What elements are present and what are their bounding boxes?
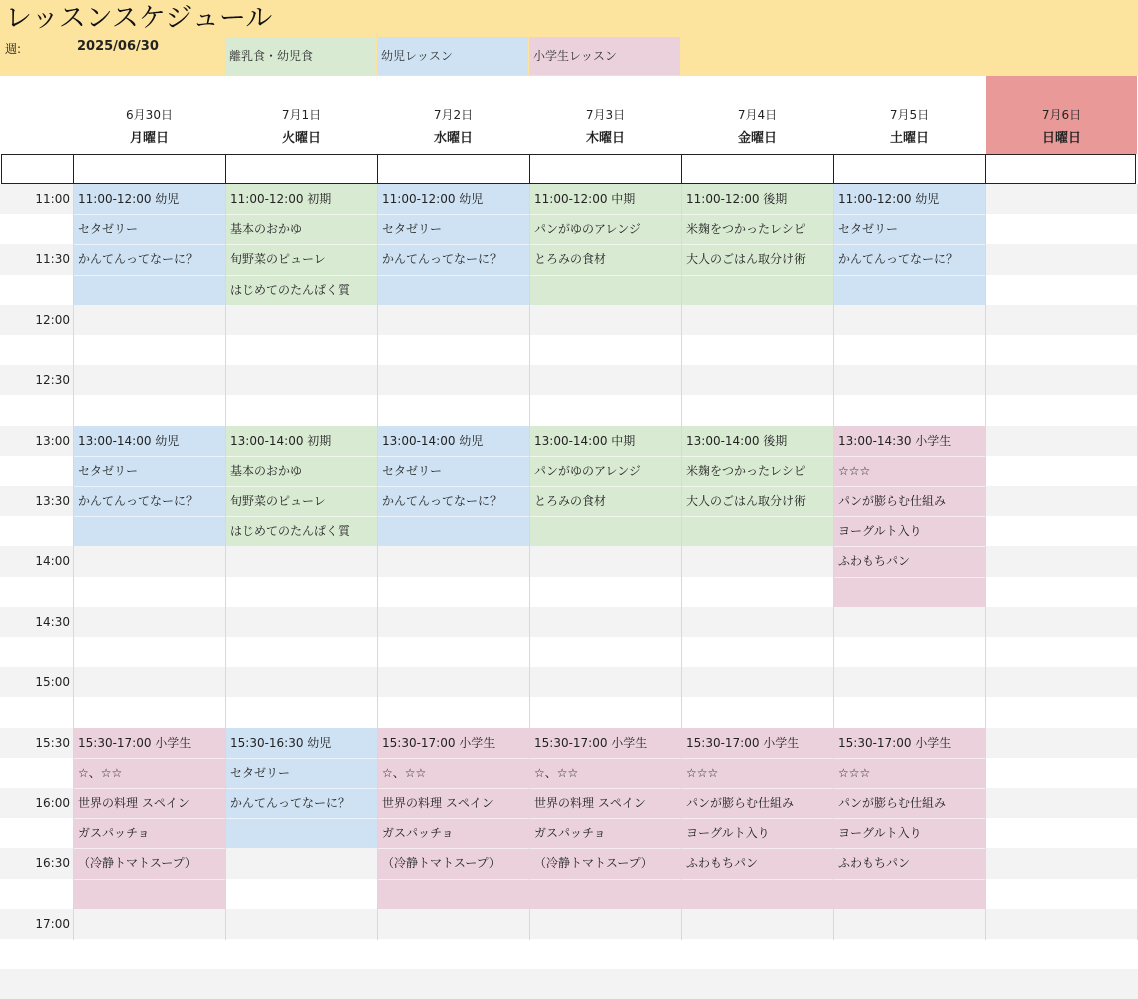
lesson-time: 13:00-14:00 後期 <box>686 433 788 448</box>
lesson-time: 11:00-12:00 後期 <box>686 192 788 206</box>
lesson-detail: ガスパッチョ <box>534 826 606 841</box>
day-weekday: 日曜日 <box>1041 131 1081 146</box>
lesson-time: 13:00-14:30 小学生 <box>838 433 952 448</box>
day-date: 7月5日 <box>889 108 930 122</box>
selection-cell-divider <box>985 154 986 184</box>
lesson-time: 15:30-16:30 幼児 <box>230 735 332 750</box>
cell-separator <box>682 275 833 276</box>
lesson-time: 15:30-17:00 小学生 <box>382 735 496 750</box>
selection-cell-divider <box>73 154 74 184</box>
day-date: 7月4日 <box>737 108 778 122</box>
time-band <box>0 305 1138 335</box>
lesson-detail: かんてんってなーに？ <box>382 252 503 267</box>
lesson-detail: 基本のおかゆ <box>230 463 303 478</box>
day-header-2 <box>378 76 529 154</box>
lesson-detail: ガスパッチョ <box>78 826 150 841</box>
time-band <box>0 607 1138 637</box>
legend-toddler: 幼児レッスン <box>377 37 528 75</box>
lesson-detail: パンがゆのアレンジ <box>534 222 641 237</box>
lesson-time: 11:00-12:00 幼児 <box>78 192 180 206</box>
lesson-time: 11:00-12:00 幼児 <box>382 192 484 206</box>
day-weekday: 金曜日 <box>737 131 777 146</box>
day-weekday: 火曜日 <box>281 131 321 146</box>
cell-separator <box>682 516 833 517</box>
legend-elementary: 小学生レッスン <box>529 37 680 75</box>
lesson-detail: セタゼリー <box>838 222 899 237</box>
lesson-time: 15:30-17:00 小学生 <box>534 735 648 750</box>
day-date: 7月2日 <box>433 108 474 122</box>
day-header-5 <box>834 76 985 154</box>
lesson-detail: セタゼリー <box>78 463 139 478</box>
day-header-3 <box>530 76 681 154</box>
cell-separator <box>74 275 225 276</box>
time-label: 16:00 <box>35 796 70 810</box>
time-label: 15:00 <box>35 675 70 690</box>
lesson-time: 13:00-14:00 中期 <box>534 433 636 448</box>
lesson-detail: セタゼリー <box>382 463 443 478</box>
lesson-detail: ふわもちパン <box>838 554 911 569</box>
time-label: 12:30 <box>35 373 70 388</box>
day-header-4 <box>682 76 833 154</box>
selection-row[interactable] <box>1 154 1136 184</box>
lesson-detail: 基本のおかゆ <box>230 222 303 237</box>
lesson-detail: かんてんってなーに？ <box>78 252 199 267</box>
lesson-detail: 旬野菜のピューレ <box>230 494 326 508</box>
week-value[interactable]: 2025/06/30 <box>77 39 159 54</box>
column-divider <box>985 184 986 940</box>
lesson-detail: かんてんってなーに？ <box>230 796 351 810</box>
selection-cell-divider <box>529 154 530 184</box>
lesson-detail: （冷静トマトスープ） <box>382 856 501 871</box>
lesson-detail: ☆☆☆ <box>838 463 871 478</box>
cell-separator <box>834 879 985 880</box>
time-label: 14:00 <box>35 554 70 569</box>
lesson-time: 13:00-14:00 幼児 <box>382 433 484 448</box>
day-weekday: 土曜日 <box>889 131 929 146</box>
lesson-detail: とろみの食材 <box>534 252 607 267</box>
lesson-time: 11:00-12:00 初期 <box>230 192 332 206</box>
time-label: 15:30 <box>35 735 70 750</box>
lesson-detail: ☆☆☆ <box>686 765 719 780</box>
cell-separator <box>530 516 681 517</box>
lesson-detail: ☆、☆☆ <box>78 765 123 780</box>
cell-separator <box>378 516 529 517</box>
lesson-detail: 世界の料理 スペイン <box>382 796 494 810</box>
lesson-detail: パンが膨らむ仕組み <box>686 796 795 810</box>
lesson-time: 13:00-14:00 幼児 <box>78 433 180 448</box>
cell-separator <box>378 275 529 276</box>
cell-separator <box>530 275 681 276</box>
lesson-detail: ヨーグルト入り <box>686 826 770 841</box>
lesson-detail: 世界の料理 スペイン <box>534 796 646 810</box>
day-weekday: 水曜日 <box>433 131 473 146</box>
time-label: 17:00 <box>35 916 70 931</box>
time-label: 12:00 <box>35 312 70 327</box>
selection-cell-divider <box>833 154 834 184</box>
page-title: レッスンスケジュール <box>5 3 273 34</box>
lesson-detail: かんてんってなーに？ <box>382 494 503 508</box>
lesson-detail: 米麹をつかったレシピ <box>686 463 806 478</box>
lesson-detail: セタゼリー <box>382 222 443 237</box>
lesson-detail: 大人のごはん取分け術 <box>686 494 807 508</box>
time-band <box>0 969 1138 999</box>
sheet-header <box>0 0 1138 76</box>
lesson-time: 15:30-17:00 小学生 <box>686 735 800 750</box>
cell-separator <box>74 516 225 517</box>
cell-separator <box>682 879 833 880</box>
time-band <box>0 365 1138 395</box>
lesson-detail: 世界の料理 スペイン <box>78 796 190 810</box>
lesson-time: 11:00-12:00 幼児 <box>838 192 940 206</box>
day-date: 7月6日 <box>1041 108 1082 122</box>
day-weekday: 月曜日 <box>129 131 169 146</box>
day-weekday: 木曜日 <box>585 131 625 146</box>
day-date: 7月3日 <box>585 108 626 122</box>
time-label: 14:30 <box>35 614 70 629</box>
cell-separator <box>378 879 529 880</box>
lesson-detail: ヨーグルト入り <box>838 524 922 539</box>
lesson-detail: 旬野菜のピューレ <box>230 252 326 267</box>
selection-cell-divider <box>681 154 682 184</box>
cell-separator <box>834 577 985 578</box>
lesson-detail: はじめてのたんぱく質 <box>230 282 351 297</box>
time-label: 16:30 <box>35 856 70 871</box>
lesson-detail: かんてんってなーに？ <box>838 252 959 267</box>
lesson-detail: はじめてのたんぱく質 <box>230 524 351 539</box>
lesson-detail: ふわもちパン <box>838 856 911 871</box>
cell-separator <box>74 879 225 880</box>
lesson-detail: ☆、☆☆ <box>534 765 579 780</box>
lesson-detail: パンが膨らむ仕組み <box>838 796 947 810</box>
lesson-detail: （冷静トマトスープ） <box>78 856 197 871</box>
time-label: 13:30 <box>35 494 70 508</box>
time-label: 11:30 <box>35 252 70 267</box>
selection-cell-divider <box>225 154 226 184</box>
time-band <box>0 667 1138 697</box>
lesson-detail: パンが膨らむ仕組み <box>838 494 947 508</box>
day-date: 7月1日 <box>281 108 322 122</box>
cell-separator <box>834 275 985 276</box>
lesson-detail: ヨーグルト入り <box>838 826 922 841</box>
lesson-detail: 大人のごはん取分け術 <box>686 252 807 267</box>
lesson-detail: ふわもちパン <box>686 856 759 871</box>
lesson-detail: セタゼリー <box>78 222 139 237</box>
day-header-1 <box>226 76 377 154</box>
lesson-time: 15:30-17:00 小学生 <box>78 735 192 750</box>
day-header-0 <box>74 76 225 154</box>
time-label: 11:00 <box>35 192 70 206</box>
selection-cell-divider <box>377 154 378 184</box>
lesson-detail: 米麹をつかったレシピ <box>686 222 806 237</box>
cell-separator <box>226 818 377 819</box>
time-label: 13:00 <box>35 433 70 448</box>
lesson-detail: ☆☆☆ <box>838 765 871 780</box>
lesson-detail: ☆、☆☆ <box>382 765 427 780</box>
lesson-time: 15:30-17:00 小学生 <box>838 735 952 750</box>
lesson-detail: パンがゆのアレンジ <box>534 463 641 478</box>
lesson-detail: セタゼリー <box>230 765 291 780</box>
lesson-detail: ガスパッチョ <box>382 826 454 841</box>
time-band <box>0 909 1138 939</box>
lesson-time: 13:00-14:00 初期 <box>230 433 332 448</box>
lesson-detail: とろみの食材 <box>534 494 607 508</box>
cell-separator <box>530 879 681 880</box>
legend-baby-food: 離乳食・幼児食 <box>225 37 376 75</box>
lesson-detail: かんてんってなーに？ <box>78 494 199 508</box>
lesson-time: 11:00-12:00 中期 <box>534 192 636 206</box>
week-label: 週: <box>5 42 22 56</box>
day-date: 6月30日 <box>126 108 173 122</box>
day-header-6 <box>986 76 1137 154</box>
lesson-detail: （冷静トマトスープ） <box>534 856 653 871</box>
